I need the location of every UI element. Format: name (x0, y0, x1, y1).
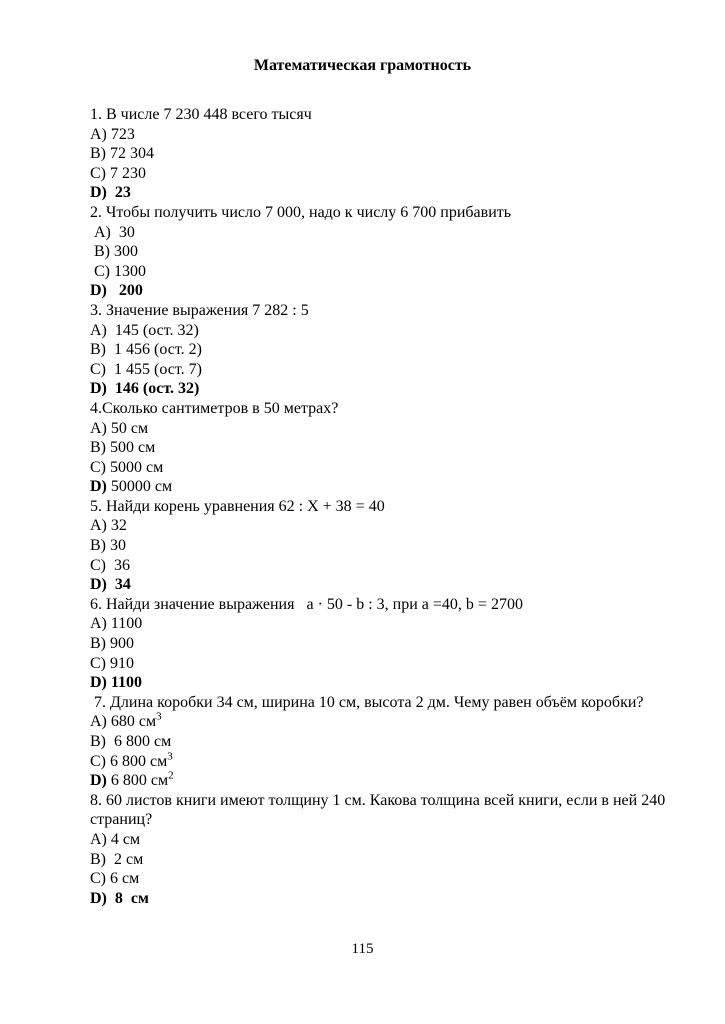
answer-option-text: А) 145 (ост. 32) (90, 321, 199, 339)
answer-option (90, 262, 690, 282)
question-prompt: 1. В числе 7 230 448 всего тысяч (90, 106, 312, 123)
answer-option-text: D) 146 (ост. 32) (90, 380, 200, 398)
answer-option (90, 850, 690, 870)
answer-option-text: А) 1100 (90, 615, 143, 633)
answer-option-text: А) 4 см (90, 830, 141, 848)
answer-option (90, 144, 690, 164)
answer-option (90, 830, 690, 850)
answer-option (90, 869, 690, 889)
answer-option (90, 536, 690, 556)
answer-option (90, 771, 690, 791)
answer-option-text: D) 23 (90, 184, 131, 202)
answer-option-text: В) 6 800 см (90, 733, 172, 750)
question-prompt: 8. 60 листов книги имеют толщину 1 см. Какова толщина всей книги, если в ней 240 страниц? (90, 791, 670, 829)
answer-option (90, 242, 690, 262)
answer-option (90, 281, 690, 301)
answer-option-text: D) 34 (90, 576, 131, 594)
answer-option-text: С) 1 455 (ост. 7) (90, 360, 202, 378)
answer-option (90, 340, 690, 360)
answer-option-text: D) 200 (90, 282, 143, 300)
question-block (90, 693, 690, 791)
answer-option (90, 223, 690, 243)
answer-option-text: С) 7 230 (90, 164, 146, 182)
question-block (90, 301, 690, 399)
answer-option (90, 360, 690, 380)
answer-option (90, 673, 690, 693)
answer-option-text: С) 1300 (90, 262, 146, 280)
answer-option-text: 50000 см (106, 478, 173, 496)
answer-option-text: D) (90, 478, 107, 496)
answer-option-text: В) 900 (90, 635, 134, 653)
answer-option-text: А) 50 см (90, 419, 149, 437)
answer-option-text: В) 72 304 (90, 145, 154, 163)
answer-option-text: А) 30 (90, 223, 135, 241)
answer-option (90, 379, 690, 399)
answer-option (90, 419, 690, 439)
question-prompt: 5. Найди корень уравнения 62 : Х + 38 = 40 (90, 497, 385, 515)
answer-option (90, 889, 690, 909)
question-prompt: 7. Длина коробки 34 см, ширина 10 см, высота 2 дм. Чему равен объём коробки? (90, 693, 644, 711)
answer-option-text: D) 8 см (90, 889, 149, 907)
answer-option-text: 3 (167, 750, 173, 763)
answer-option-text: А) 723 (90, 125, 135, 143)
answer-option-text: С) 910 (90, 654, 134, 672)
answer-option-text: В) 2 см (90, 850, 144, 868)
answer-option (90, 458, 690, 478)
questions-list (90, 105, 690, 908)
answer-option-text: С) 6 см (90, 870, 140, 888)
answer-option (90, 477, 690, 497)
answer-option-text: D) 1100 (90, 674, 142, 692)
question-block (90, 497, 690, 595)
answer-option-text: В) 500 см (90, 439, 156, 457)
question-prompt: 3. Значение выражения 7 282 : 5 (90, 301, 309, 319)
page-title: Математическая грамотность (253, 57, 472, 74)
answer-option-text: 2 (168, 769, 174, 782)
answer-option-text: А) 32 (90, 517, 127, 535)
answer-option (90, 634, 690, 654)
question-prompt: 4.Сколько сантиметров в 50 метрах? (90, 399, 339, 417)
question-block (90, 399, 690, 497)
answer-option-text: С) 6 800 см (90, 752, 168, 770)
answer-option-text: С) 5000 см (90, 458, 164, 476)
page-number: 115 (351, 941, 374, 957)
question-block (90, 203, 690, 301)
answer-option (90, 516, 690, 536)
answer-option (90, 712, 690, 732)
question-block (90, 595, 690, 693)
question-prompt: 6. Найди значение выражения а · 50 - b : 3, при а =40, b = 2700 (90, 595, 523, 613)
answer-option (90, 183, 690, 203)
question-prompt: 2. Чтобы получить число 7 000, надо к числу 6 700 прибавить (90, 203, 512, 221)
answer-option (90, 125, 690, 145)
answer-option-text: В) 300 (90, 243, 138, 261)
answer-option (90, 614, 690, 634)
answer-option-text: 6 800 см (106, 772, 169, 790)
answer-option-text: D) (90, 772, 107, 790)
answer-option-text: 3 (156, 711, 162, 724)
answer-option (90, 438, 690, 458)
answer-option (90, 752, 690, 772)
answer-option (90, 654, 690, 674)
answer-option (90, 164, 690, 184)
answer-option (90, 732, 690, 752)
question-block (90, 791, 690, 909)
question-block (90, 105, 690, 203)
answer-option-text: А) 680 см (90, 713, 157, 731)
answer-option (90, 321, 690, 341)
answer-option-text: С) 36 (90, 556, 130, 574)
answer-option (90, 575, 690, 595)
answer-option (90, 556, 690, 576)
answer-option-text: В) 30 (90, 537, 126, 555)
answer-option-text: В) 1 456 (ост. 2) (90, 341, 202, 359)
